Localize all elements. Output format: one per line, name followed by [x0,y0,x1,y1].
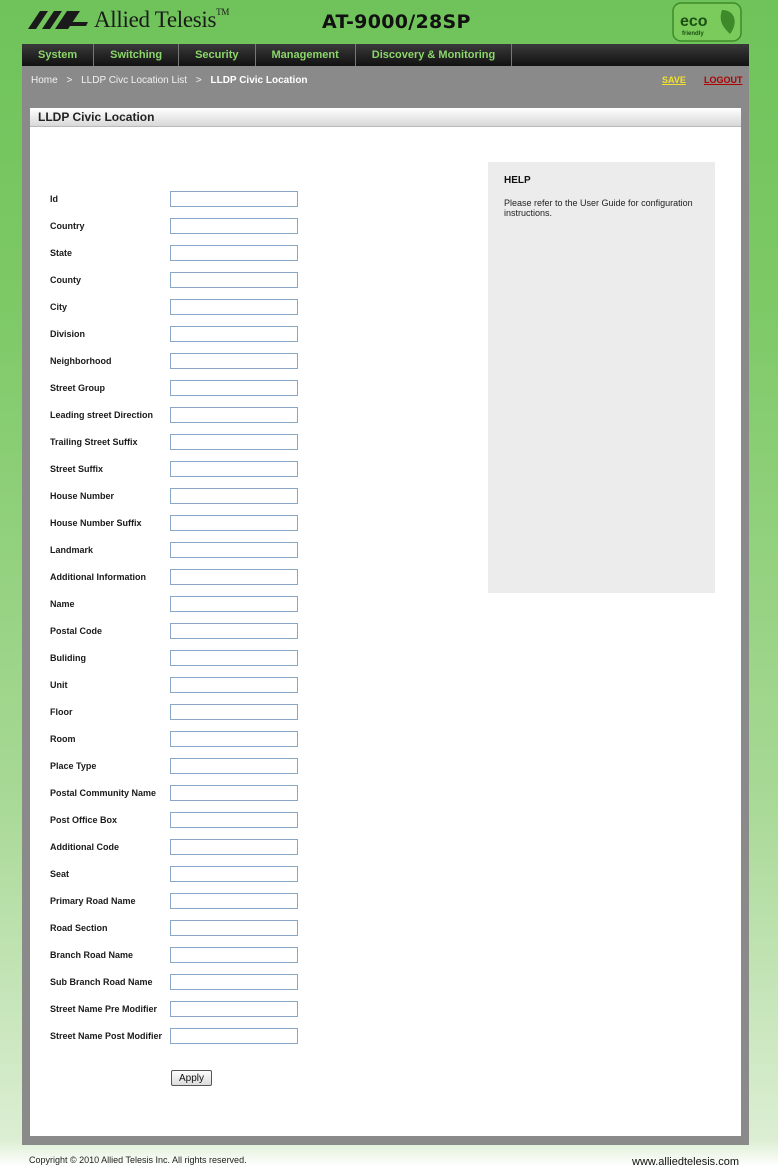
nav-item-management[interactable]: Management [256,44,356,66]
house-number-input[interactable] [170,488,298,504]
floor-input[interactable] [170,704,298,720]
breadcrumb-parent-link[interactable]: LLDP Civc Location List [81,75,188,86]
nav-item-switching[interactable]: Switching [94,44,179,66]
leading-street-direction-input[interactable] [170,407,298,423]
branch-road-name-input[interactable] [170,947,298,963]
apply-button[interactable]: Apply [171,1070,212,1086]
additional-code-input[interactable] [170,839,298,855]
breadcrumb [31,75,308,86]
breadcrumb-bar [22,66,749,104]
street-group-input[interactable] [170,380,298,396]
copyright-text: Copyright © 2010 Allied Telesis Inc. All rights reserved. [29,1155,247,1165]
nav-item-system[interactable]: System [22,44,94,66]
breadcrumb-current: LLDP Civic Location [210,75,308,86]
label-place-type: Place Type [50,761,97,771]
label-street-name-post-modifier: Street Name Post Modifier [50,1031,163,1041]
help-text: Please refer to the User Guide for configuration instructions. [504,198,693,218]
unit-input[interactable] [170,677,298,693]
road-section-input[interactable] [170,920,298,936]
sub-branch-road-name-input[interactable] [170,974,298,990]
label-house-number: House Number [50,491,115,501]
allied-telesis-logo-icon [28,10,90,30]
label-division: Division [50,329,86,339]
label-post-office-box: Post Office Box [50,815,118,825]
logout-link[interactable]: LOGOUT [704,75,743,85]
name-input[interactable] [170,596,298,612]
label-road-section: Road Section [50,923,108,933]
label-postal-code: Postal Code [50,626,103,636]
svg-text:eco: eco [680,13,708,30]
model-title: AT-9000/28SP [322,11,471,33]
label-landmark: Landmark [50,545,94,555]
nav-item-security[interactable]: Security [179,44,255,66]
landmark-input[interactable] [170,542,298,558]
breadcrumb-home-link[interactable]: Home [31,75,58,86]
page-title: LLDP Civic Location [30,108,741,127]
county-input[interactable] [170,272,298,288]
label-unit: Unit [50,680,68,690]
trailing-street-suffix-input[interactable] [170,434,298,450]
division-input[interactable] [170,326,298,342]
label-sub-branch-road-name: Sub Branch Road Name [50,977,153,987]
label-seat: Seat [50,869,70,879]
label-buliding: Buliding [50,653,86,663]
postal-community-name-input[interactable] [170,785,298,801]
label-additional-code: Additional Code [50,842,119,852]
city-input[interactable] [170,299,298,315]
buliding-input[interactable] [170,650,298,666]
breadcrumb-separator: > [195,75,202,86]
postal-code-input[interactable] [170,623,298,639]
label-branch-road-name: Branch Road Name [50,950,134,960]
label-county: County [50,275,81,285]
label-street-name-pre-modifier: Street Name Pre Modifier [50,1004,158,1014]
label-neighborhood: Neighborhood [50,356,112,366]
svg-text:friendly: friendly [682,31,704,37]
additional-information-input[interactable] [170,569,298,585]
country-input[interactable] [170,218,298,234]
post-office-box-input[interactable] [170,812,298,828]
brand-logo [28,6,229,34]
label-floor: Floor [50,707,73,717]
nav-item-discovery-monitoring[interactable]: Discovery & Monitoring [356,44,512,66]
brand-name: Allied Telesis™ [94,7,230,32]
label-street-group: Street Group [50,383,106,393]
label-room: Room [50,734,76,744]
top-navigation [22,44,749,66]
content-panel [30,108,741,1136]
primary-road-name-input[interactable] [170,893,298,909]
seat-input[interactable] [170,866,298,882]
street-name-pre-modifier-input[interactable] [170,1001,298,1017]
label-leading-street-direction: Leading street Direction [50,410,154,420]
label-name: Name [50,599,75,609]
room-input[interactable] [170,731,298,747]
id-input[interactable] [170,191,298,207]
breadcrumb-separator: > [66,75,73,86]
label-house-number-suffix: House Number Suffix [50,518,142,528]
eco-friendly-badge-icon [672,2,742,42]
header [0,0,778,44]
help-title: HELP [504,175,531,186]
label-trailing-street-suffix: Trailing Street Suffix [50,437,138,447]
house-number-suffix-input[interactable] [170,515,298,531]
website-url: www.alliedtelesis.com [632,1156,739,1167]
state-input[interactable] [170,245,298,261]
save-link[interactable]: SAVE [662,75,686,85]
neighborhood-input[interactable] [170,353,298,369]
help-panel [488,162,715,593]
place-type-input[interactable] [170,758,298,774]
label-id: Id [50,194,58,204]
street-suffix-input[interactable] [170,461,298,477]
label-postal-community-name: Postal Community Name [50,788,157,798]
label-city: City [50,302,68,312]
street-name-post-modifier-input[interactable] [170,1028,298,1044]
label-primary-road-name: Primary Road Name [50,896,136,906]
label-state: State [50,248,73,258]
label-additional-information: Additional Information [50,572,146,582]
label-street-suffix: Street Suffix [50,464,104,474]
label-country: Country [50,221,85,231]
